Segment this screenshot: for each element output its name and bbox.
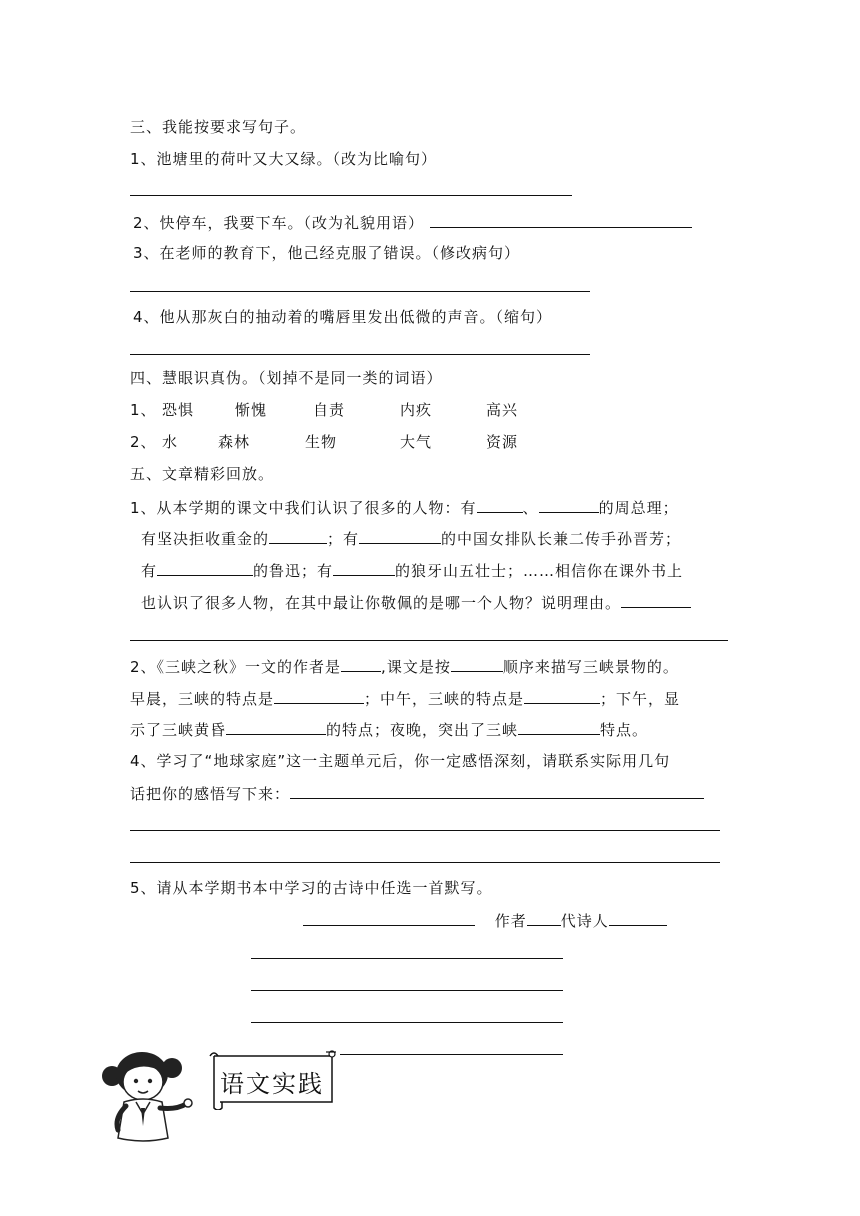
word[interactable]: 自责 — [313, 401, 346, 419]
poem-title-row: 作者 代诗人 — [303, 910, 667, 931]
answer-line[interactable] — [130, 640, 728, 641]
word[interactable]: 森林 — [218, 433, 251, 451]
poem-line[interactable] — [251, 990, 563, 991]
answer-line[interactable] — [130, 195, 572, 196]
word[interactable]: 资源 — [486, 433, 519, 451]
s5-q2-line2: 早晨，三峡的特点是 ；中午，三峡的特点是 ；下午，显 — [130, 690, 681, 708]
s3-question-1: 1、池塘里的荷叶又大又绿。（改为比喻句） — [130, 150, 438, 168]
poem-title-blank[interactable] — [303, 910, 475, 926]
answer-blank[interactable] — [157, 560, 253, 576]
answer-blank[interactable] — [341, 656, 381, 672]
answer-blank[interactable] — [451, 656, 503, 672]
answer-blank[interactable] — [524, 688, 600, 704]
answer-blank[interactable] — [226, 719, 326, 735]
answer-blank[interactable] — [333, 560, 395, 576]
word[interactable]: 惭愧 — [235, 401, 268, 419]
section4-heading: 四、慧眼识真伪。（划掉不是同一类的词语） — [130, 369, 443, 387]
dynasty-blank[interactable] — [527, 910, 561, 926]
word[interactable]: 大气 — [400, 433, 433, 451]
word-row-2: 2、 水 森林 生物 大气 资源 — [130, 433, 519, 451]
poem-line[interactable] — [251, 1022, 563, 1023]
answer-line[interactable] — [130, 862, 720, 863]
s5-q1-line4: 也认识了很多人物，在其中最让你敬佩的是哪一个人物？说明理由。 — [141, 592, 691, 613]
banner-label: 语文实践 — [220, 1070, 324, 1098]
answer-blank[interactable] — [621, 592, 691, 608]
poem-line[interactable] — [251, 958, 563, 959]
s3-question-3: 3、在老师的教育下，他己经克服了错误。（修改病句） — [133, 244, 521, 262]
section5-heading: 五、文章精彩回放。 — [130, 465, 275, 483]
answer-blank[interactable] — [269, 528, 327, 544]
answer-line[interactable] — [130, 354, 590, 355]
word[interactable]: 恐惧 — [162, 401, 195, 419]
section3-heading: 三、我能按要求写句子。 — [130, 118, 307, 136]
answer-blank[interactable] — [290, 783, 704, 799]
s3-question-2: 2、快停车，我要下车。（改为礼貌用语） — [133, 212, 692, 233]
word[interactable]: 水 — [162, 433, 179, 451]
s5-q2-line1: 2、《三峡之秋》一文的作者是 ,课文是按 顺序来描写三峡景物的。 — [130, 658, 679, 676]
answer-blank[interactable] — [359, 528, 441, 544]
word[interactable]: 内疚 — [400, 401, 433, 419]
answer-blank[interactable] — [477, 497, 523, 513]
word[interactable]: 生物 — [305, 433, 338, 451]
word-row-1: 1、 恐惧 惭愧 自责 内疚 高兴 — [130, 401, 519, 419]
answer-blank[interactable] — [539, 497, 599, 513]
s3-question-4: 4、他从那灰白的抽动着的嘴唇里发出低微的声音。（缩句） — [133, 308, 553, 326]
section-banner — [208, 1050, 338, 1110]
s5-q1-line2: 有坚决拒收重金的 ；有 的中国女排队长兼二传手孙晋芳； — [141, 530, 682, 548]
poet-blank[interactable] — [609, 910, 667, 926]
word[interactable]: 高兴 — [486, 401, 519, 419]
answer-blank[interactable] — [518, 719, 600, 735]
s5-q4-line1: 4、学习了“地球家庭”这一主题单元后，你一定感悟深刻，请联系实际用几句 — [130, 752, 671, 770]
answer-line[interactable] — [130, 830, 720, 831]
answer-line[interactable] — [130, 291, 590, 292]
s5-q1-line1: 1、从本学期的课文中我们认识了很多的人物：有 、 的周总理； — [130, 499, 679, 517]
s5-q2-line3: 示了三峡黄昏 的特点；夜晚，突出了三峡 特点。 — [130, 721, 649, 739]
s5-q1-line3: 有 的鲁迅；有 的狼牙山五壮士；……相信你在课外书上 — [141, 562, 684, 580]
girl-illustration — [96, 1046, 196, 1146]
answer-blank[interactable] — [430, 212, 692, 228]
poem-line[interactable] — [340, 1054, 563, 1055]
answer-blank[interactable] — [274, 688, 364, 704]
s5-q4-line2: 话把你的感悟写下来： — [130, 783, 704, 804]
s5-q5-line1: 5、请从本学期书本中学习的古诗中任选一首默写。 — [130, 879, 493, 897]
